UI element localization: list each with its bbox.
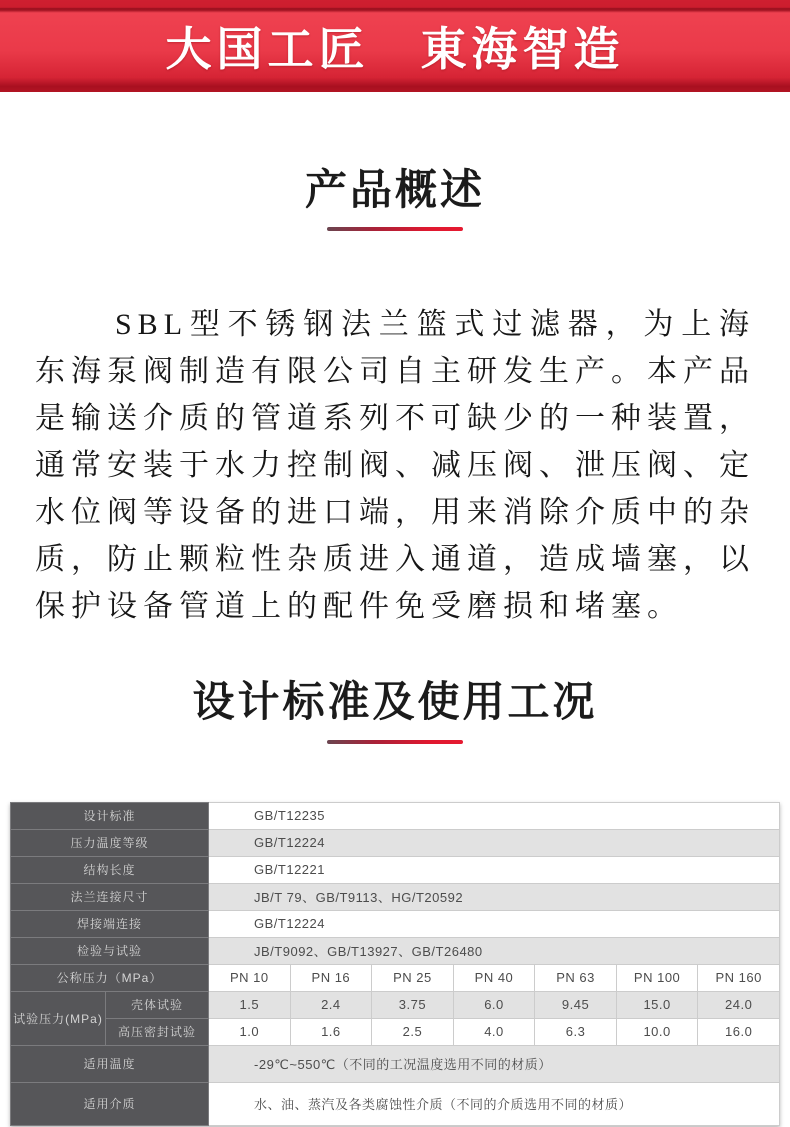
pn-column-header: PN 160	[698, 964, 780, 991]
spec-value-cell: 2.4	[290, 991, 372, 1018]
spec-sublabel-cell: 高压密封试验	[106, 1018, 209, 1045]
spec-value-cell: GB/T12235	[209, 802, 780, 829]
spec-value-cell: 15.0	[616, 991, 698, 1018]
pn-column-header: PN 40	[453, 964, 535, 991]
table-row	[11, 910, 780, 937]
pn-column-header: PN 16	[290, 964, 372, 991]
spec-value-cell: 10.0	[616, 1018, 698, 1045]
section-specs	[0, 678, 790, 1125]
section-overview	[0, 166, 790, 630]
spec-value-cell: 4.0	[453, 1018, 535, 1045]
spec-label-cell: 公称压力（MPa）	[11, 964, 209, 991]
pn-column-header: PN 10	[209, 964, 291, 991]
overview-title-underline	[327, 227, 463, 231]
spec-value-cell: -29℃~550℃（不同的工况温度选用不同的材质）	[209, 1045, 780, 1082]
spec-label-cell: 设计标准	[11, 802, 209, 829]
spec-value-cell: 24.0	[698, 991, 780, 1018]
spec-value-cell: 1.5	[209, 991, 291, 1018]
pn-column-header: PN 63	[535, 964, 617, 991]
spec-value-cell: GB/T12224	[209, 910, 780, 937]
pn-column-header: PN 100	[616, 964, 698, 991]
spec-label-cell: 适用介质	[11, 1082, 209, 1125]
spec-label-cell: 压力温度等级	[11, 829, 209, 856]
spec-value-cell: 6.0	[453, 991, 535, 1018]
spec-value-cell: GB/T12221	[209, 856, 780, 883]
brand-banner	[0, 0, 790, 92]
spec-table	[10, 802, 780, 1126]
overview-paragraph: SBL型不锈钢法兰篮式过滤器，为上海东海泵阀制造有限公司自主研发生产。本产品是输送介质的管道系列不可缺少的一种装置，通常安装于水力控制阀、减压阀、泄压阀、定水位阀等设备的进口端，用来消除介质中的杂质，防止颗粒性杂质进入通道，造成墙塞，以保护设备管道上的配件免受磨损和堵塞。	[35, 308, 755, 624]
spec-value-cell: 16.0	[698, 1018, 780, 1045]
table-row-nominal-pressure	[11, 964, 780, 991]
spec-value-cell: 1.6	[290, 1018, 372, 1045]
specs-title-underline	[327, 740, 463, 744]
spec-label-cell: 焊接端连接	[11, 910, 209, 937]
table-row-seal-test	[11, 1018, 780, 1045]
spec-value-cell: 3.75	[372, 991, 454, 1018]
table-row	[11, 937, 780, 964]
table-row	[11, 829, 780, 856]
table-row	[11, 883, 780, 910]
spec-label-cell: 适用温度	[11, 1045, 209, 1082]
table-row-shell-test	[11, 991, 780, 1018]
spec-label-cell: 试验压力(MPa)	[11, 991, 106, 1045]
spec-value-cell: 1.0	[209, 1018, 291, 1045]
spec-label-cell: 检验与试验	[11, 937, 209, 964]
spec-value-cell: 水、油、蒸汽及各类腐蚀性介质（不同的介质选用不同的材质）	[209, 1082, 780, 1125]
brand-slogan: 大国工匠 東海智造	[165, 23, 625, 75]
spec-value-cell: 6.3	[535, 1018, 617, 1045]
table-row	[11, 856, 780, 883]
table-row-temperature	[11, 1045, 780, 1082]
table-row-media	[11, 1082, 780, 1125]
table-row	[11, 802, 780, 829]
spec-value-cell: JB/T9092、GB/T13927、GB/T26480	[209, 937, 780, 964]
spec-value-cell: 9.45	[535, 991, 617, 1018]
spec-sublabel-cell: 壳体试验	[106, 991, 209, 1018]
section-title-specs: 设计标准及使用工况	[192, 678, 598, 726]
spec-value-cell: GB/T12224	[209, 829, 780, 856]
spec-label-cell: 法兰连接尺寸	[11, 883, 209, 910]
pn-column-header: PN 25	[372, 964, 454, 991]
spec-value-cell: JB/T 79、GB/T9113、HG/T20592	[209, 883, 780, 910]
spec-label-cell: 结构长度	[11, 856, 209, 883]
section-title-overview: 产品概述	[304, 166, 485, 213]
spec-value-cell: 2.5	[372, 1018, 454, 1045]
